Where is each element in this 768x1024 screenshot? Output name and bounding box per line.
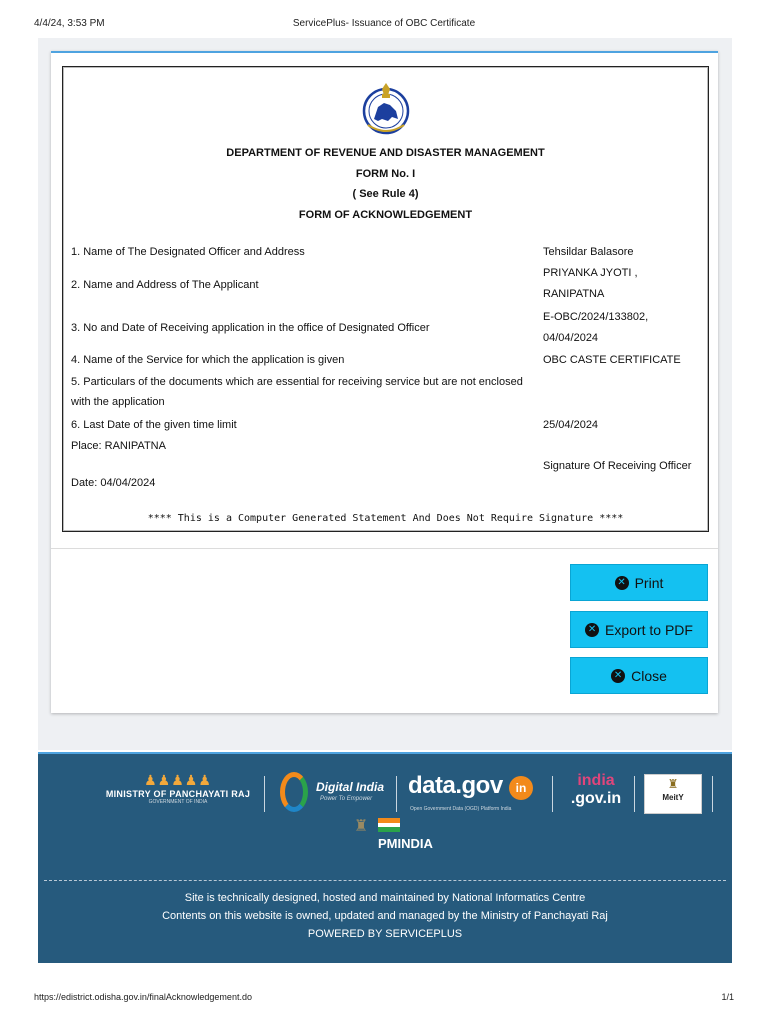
india-gov-bottom: .gov.in <box>570 790 622 807</box>
row-4-label: 4. Name of the Service for which the application is given <box>71 354 345 366</box>
india-gov-logo[interactable] <box>564 772 628 816</box>
india-gov-top: india <box>577 772 615 789</box>
national-emblem-icon: ♜ <box>667 777 679 791</box>
export-pdf-button[interactable] <box>570 611 708 648</box>
digital-india-text: Digital India <box>316 780 385 794</box>
acknowledgement-card <box>51 51 718 713</box>
form-rule: ( See Rule 4) <box>352 188 419 200</box>
print-button[interactable] <box>570 564 708 601</box>
row-1-value: Tehsildar Balasore <box>543 246 634 258</box>
indian-flag-icon <box>378 818 400 832</box>
close-circle-icon: ✕ <box>611 669 625 683</box>
footer-line-nic: Site is technically designed, hosted and maintained by National Informatics Centre <box>184 892 586 904</box>
form-title: FORM OF ACKNOWLEDGEMENT <box>298 209 473 221</box>
department-heading: DEPARTMENT OF REVENUE AND DISASTER MANAGEMENT <box>226 147 545 159</box>
place: Place: RANIPATNA <box>71 440 166 452</box>
export-pdf-button-label: Export to PDF <box>605 621 693 638</box>
pmindia-logo[interactable] <box>350 816 460 852</box>
print-button-label: Print <box>634 574 664 591</box>
meity-logo[interactable] <box>644 774 702 814</box>
footer-line-powered: POWERED BY SERVICEPLUS <box>307 928 463 940</box>
logo-separator <box>264 776 265 812</box>
row-2-label: 2. Name and Address of The Applicant <box>71 279 259 291</box>
row-3-value-line2: 04/04/2024 <box>543 332 599 344</box>
logo-separator <box>396 776 397 812</box>
data-gov-text: data.gov <box>408 772 503 799</box>
acknowledgement-form <box>62 66 709 532</box>
date: Date: 04/04/2024 <box>71 477 156 489</box>
logo-separator <box>634 776 635 812</box>
row-3-label: 3. No and Date of Receiving application in the office of Designated Officer <box>71 322 430 334</box>
form-number: FORM No. I <box>355 168 416 180</box>
digital-india-logo[interactable] <box>280 772 390 816</box>
signature-label: Signature Of Receiving Officer <box>543 460 692 472</box>
partner-logos <box>38 772 732 816</box>
data-gov-in-badge: in <box>509 776 533 800</box>
row-3-value-line1: E-OBC/2024/133802, <box>543 311 649 323</box>
row-4-value: OBC CASTE CERTIFICATE <box>543 354 681 366</box>
print-page-number: 1/1 <box>721 992 734 1002</box>
logo-separator <box>552 776 553 812</box>
data-gov-logo[interactable] <box>408 772 544 816</box>
odisha-emblem-icon <box>358 81 414 137</box>
close-circle-icon: ✕ <box>615 576 629 590</box>
digital-india-tagline: Power To Empower <box>320 796 373 802</box>
close-button[interactable] <box>570 657 708 694</box>
footer-line-ministry: Contents on this website is owned, updated and managed by the Ministry of Panchayati Raj <box>162 910 608 922</box>
digital-india-swirl-icon <box>280 772 308 812</box>
data-gov-tagline: Open Government Data (OGD) Platform India <box>410 806 512 812</box>
mpr-logo-sub: GOVERNMENT OF INDIA <box>148 799 208 805</box>
footer-divider <box>44 880 726 881</box>
site-footer <box>38 752 732 963</box>
row-2-value-line1: PRIYANKA JYOTI , <box>543 267 638 279</box>
row-5-label-line1: 5. Particulars of the documents which are essential for receiving service but are not enclosed <box>71 376 523 388</box>
close-circle-icon: ✕ <box>585 623 599 637</box>
row-5-label-line2: with the application <box>71 396 165 408</box>
computer-generated-note: **** This is a Computer Generated Statement And Does Not Require Signature **** <box>147 513 624 524</box>
row-1-label: 1. Name of The Designated Officer and Address <box>71 246 305 258</box>
row-6-label: 6. Last Date of the given time limit <box>71 419 237 431</box>
pmindia-text: PMINDIA <box>378 836 433 851</box>
logo-separator <box>712 776 713 812</box>
mpr-logo-name: MINISTRY OF PANCHAYATI RAJ <box>105 789 251 799</box>
row-6-value: 25/04/2024 <box>543 419 599 431</box>
national-emblem-icon: ♜ <box>354 818 369 835</box>
people-icon: ♟♟♟♟♟ <box>144 772 212 788</box>
print-datetime: 4/4/24, 3:53 PM <box>34 18 105 29</box>
ministry-panchayati-raj-logo[interactable] <box>98 772 258 816</box>
print-url: https://edistrict.odisha.gov.in/finalAcknowledgement.do <box>34 992 252 1002</box>
print-page-title: ServicePlus- Issuance of OBC Certificate <box>292 18 476 29</box>
meity-text: MeitY <box>662 793 684 802</box>
row-2-value-line2: RANIPATNA <box>543 288 605 300</box>
card-divider <box>51 548 718 549</box>
close-button-label: Close <box>631 667 667 684</box>
